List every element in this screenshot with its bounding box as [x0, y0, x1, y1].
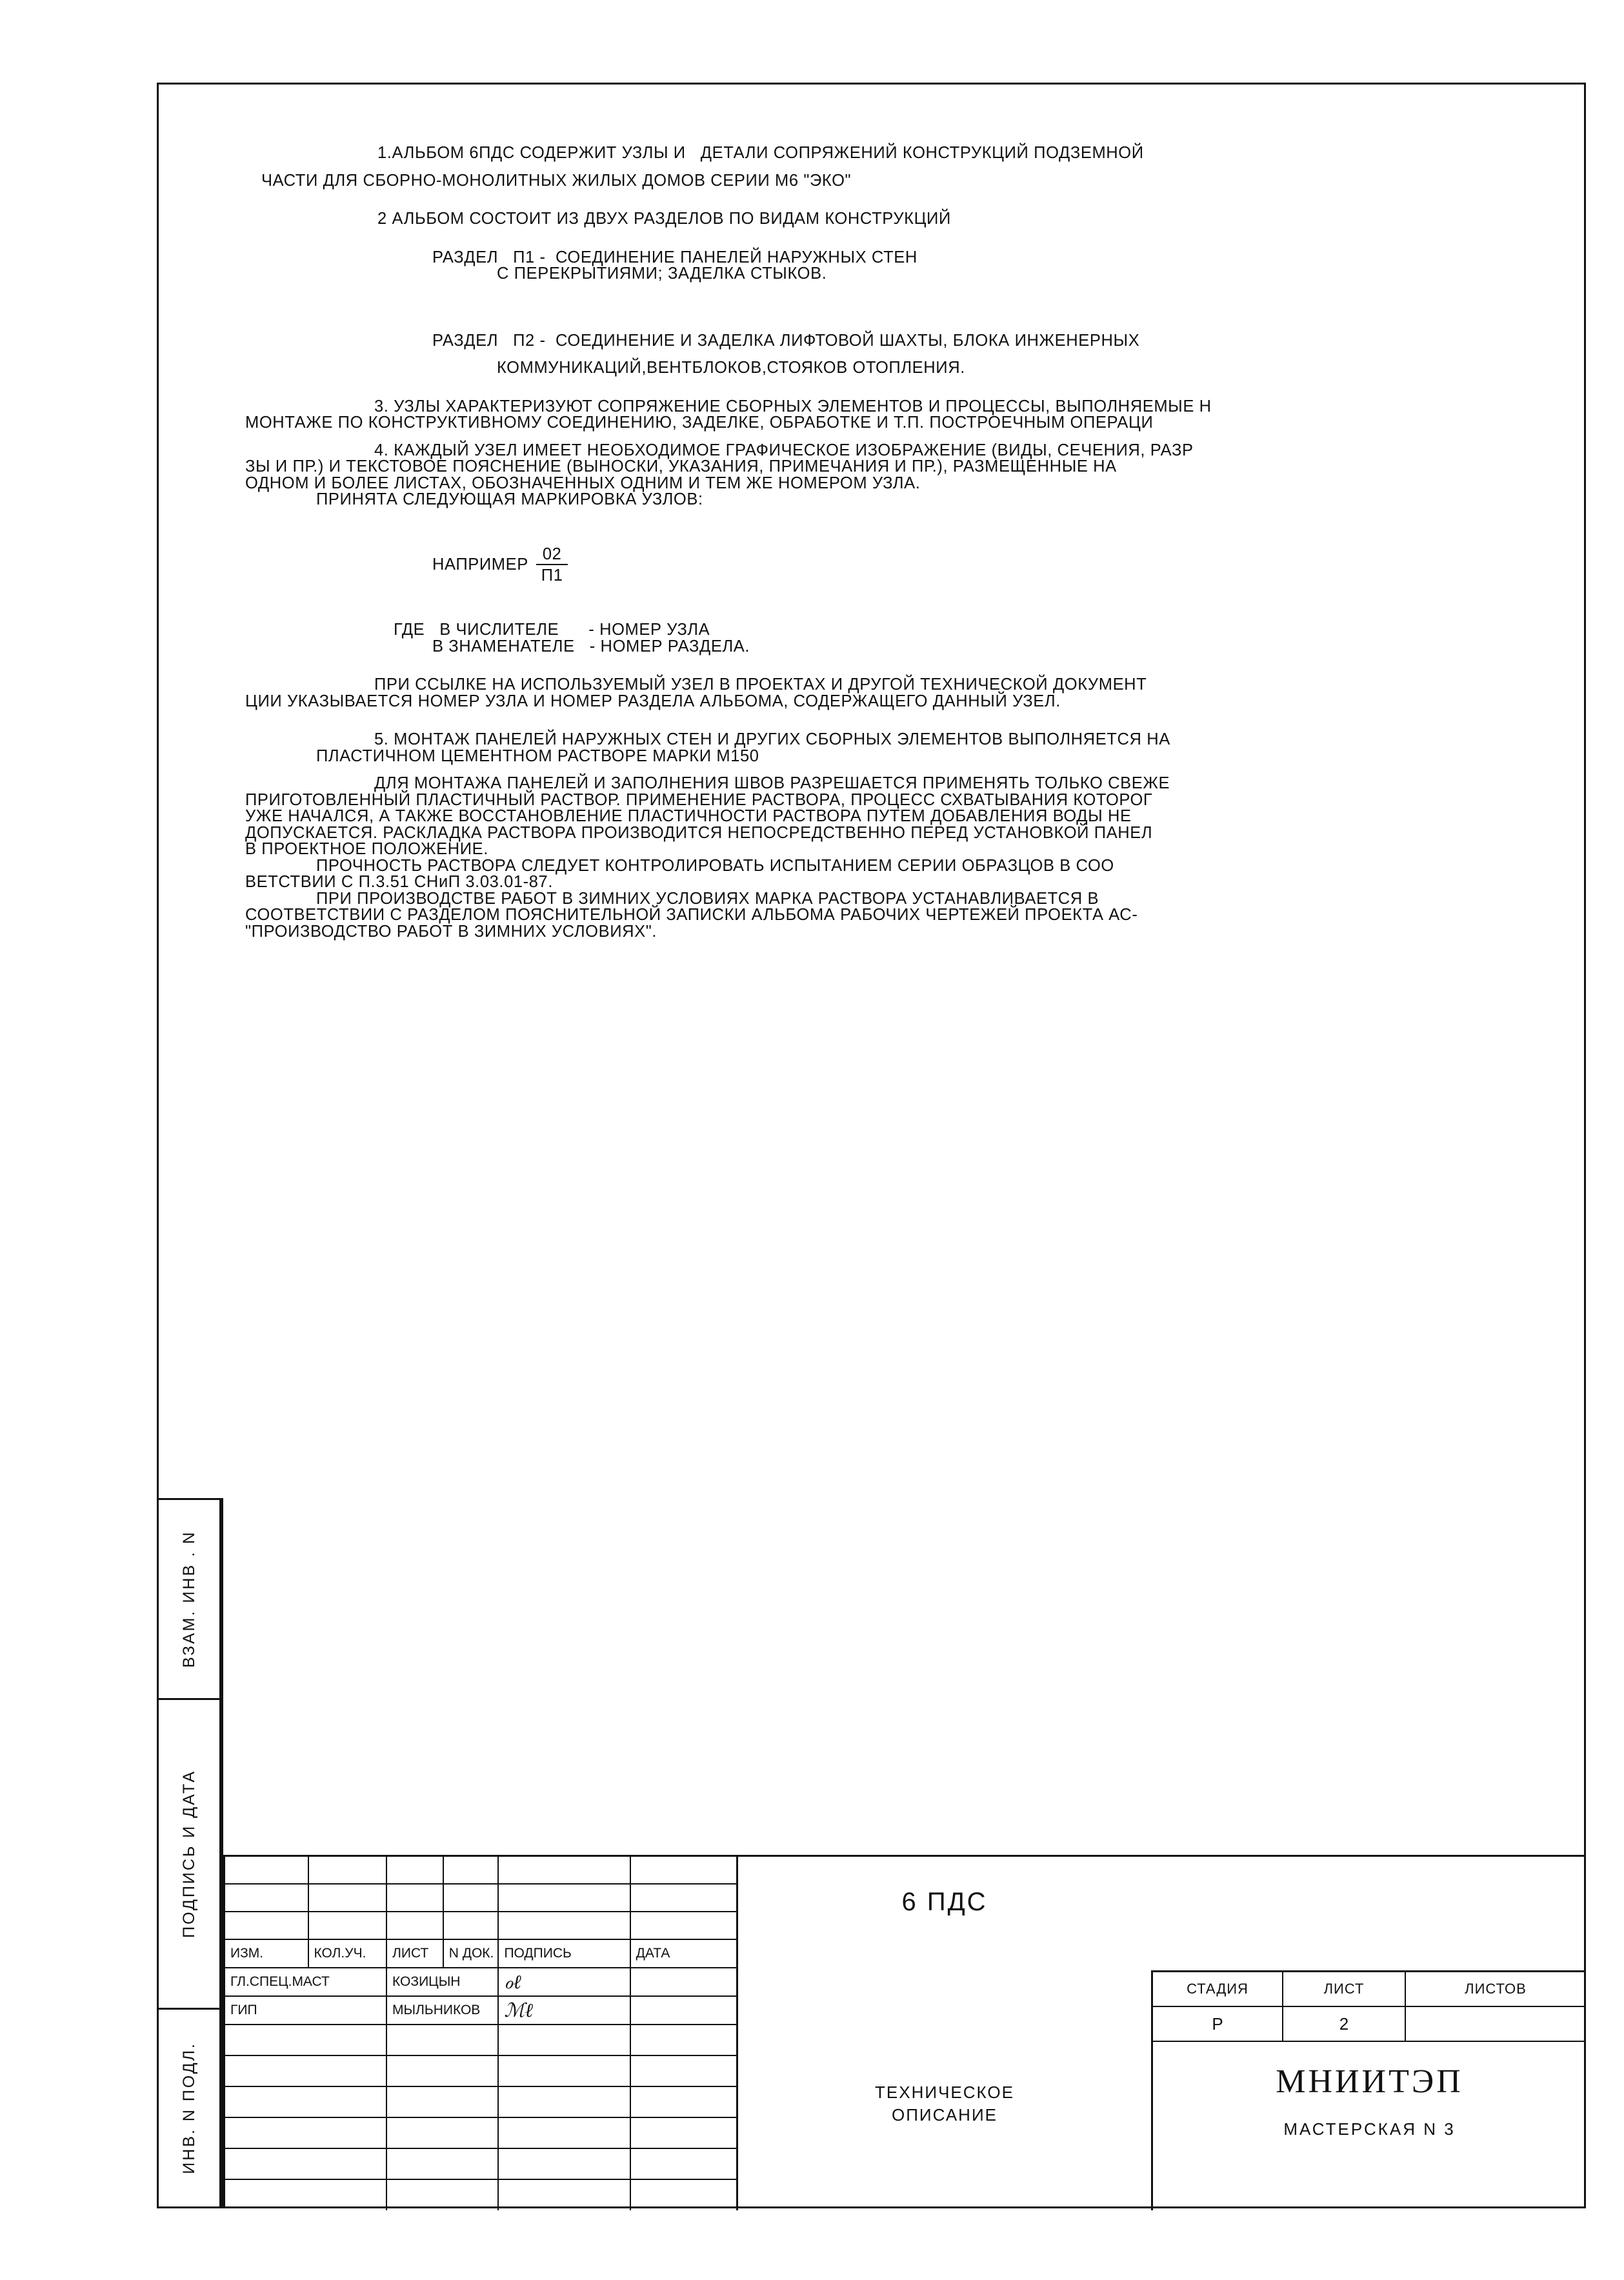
marking-example	[245, 546, 1555, 585]
header-data	[631, 1940, 736, 1967]
left-margin-stamp	[157, 1498, 221, 2208]
text-line-24: В ПРОЕКТНОЕ ПОЛОЖЕНИЕ.	[245, 840, 488, 859]
cell-date	[631, 2118, 736, 2148]
header-list: ЛИСТ	[1283, 1972, 1406, 2006]
value-list: 2	[1283, 2007, 1406, 2041]
text-line-26: ВЕТСТВИИ С П.3.51 СНиП 3.03.01-87.	[245, 873, 554, 892]
text-line-1: 1.АЛЬБОМ 6ПДС СОДЕРЖИТ УЗЛЫ И ДЕТАЛИ СОПРЯЖЕНИЙ КОНСТРУКЦИЙ ПОДЗЕМНОЙ	[377, 144, 1144, 162]
text-line-22: УЖЕ НАЧАЛСЯ, А ТАКЖЕ ВОССТАНОВЛЕНИЕ ПЛАСТИЧНОСТИ РАСТВОРА ПУТЕМ ДОБАВЛЕНИЯ ВОДЫ НЕ	[245, 807, 1132, 826]
cell-signature	[499, 2056, 630, 2086]
fraction-denominator: П1	[541, 566, 563, 585]
marking-example-fraction	[536, 546, 568, 585]
table-row	[225, 1857, 736, 1885]
status-header-row	[1153, 1972, 1586, 2007]
header-data-text: ДАТА	[636, 1946, 670, 1961]
cell-role	[225, 2149, 387, 2179]
header-list: ЛИСТ	[387, 1940, 444, 1967]
cell-role	[225, 2025, 387, 2055]
cell-list	[387, 1912, 444, 1939]
value-stadiya: Р	[1153, 2007, 1283, 2041]
left-margin-cell-vzam	[159, 1500, 219, 1700]
cell-signature	[499, 1968, 630, 1995]
organization-name: МНИИТЭП	[1276, 2063, 1463, 2100]
technical-description-text	[245, 145, 1555, 940]
text-line-19: ПЛАСТИЧНОМ ЦЕМЕНТНОМ РАСТВОРЕ МАРКИ М150	[316, 746, 759, 765]
cell-name	[387, 2087, 499, 2117]
signature-mark: ℴℓ	[504, 1971, 521, 1993]
value-listov	[1406, 2007, 1585, 2041]
cell-podpis	[499, 1912, 630, 1939]
left-margin-label-vzam: ВЗАМ. ИНВ . N	[179, 1530, 198, 1668]
text-line-7: КОММУНИКАЦИЙ,ВЕНТБЛОКОВ,СТОЯКОВ ОТОПЛЕНИЯ.	[497, 359, 965, 377]
cell-role	[225, 2180, 387, 2210]
cell-role: ГИП	[225, 1997, 387, 2024]
cell-izm	[225, 1885, 309, 1911]
table-row	[225, 1885, 736, 1912]
cell-signature	[499, 2025, 630, 2055]
signature-mark: ℳℓ	[504, 1999, 533, 2021]
cell-date	[631, 1968, 736, 1995]
text-line-5: С ПЕРЕКРЫТИЯМИ; ЗАДЕЛКА СТЫКОВ.	[497, 265, 827, 283]
text-line-14: ГДЕ В ЧИСЛИТЕЛЕ - НОМЕР УЗЛА	[394, 621, 710, 639]
cell-role	[225, 2056, 387, 2086]
cell-podpis	[499, 1885, 630, 1911]
text-line-28: СООТВЕТСТВИИ С РАЗДЕЛОМ ПОЯСНИТЕЛЬНОЙ ЗАПИСКИ АЛЬБОМА РАБОЧИХ ЧЕРТЕЖЕЙ ПРОЕКТА АС-	[245, 906, 1138, 925]
cell-koluch	[309, 1885, 388, 1911]
title-center-block	[738, 1857, 1151, 2210]
cell-date	[631, 2056, 736, 2086]
cell-date	[631, 2025, 736, 2055]
cell-data	[631, 1885, 736, 1911]
cell-signature	[499, 2118, 630, 2148]
cell-name	[387, 2180, 499, 2210]
text-line-6: РАЗДЕЛ П2 - СОЕДИНЕНИЕ И ЗАДЕЛКА ЛИФТОВОЙ ШАХТЫ, БЛОКА ИНЖЕНЕРНЫХ	[432, 331, 1140, 350]
cell-ndok	[444, 1912, 499, 1939]
table-row	[225, 2056, 736, 2087]
cell-name	[387, 2025, 499, 2055]
cell-signature	[499, 2180, 630, 2210]
cell-izm	[225, 1912, 309, 1939]
cell-name: КОЗИЦЫН	[387, 1968, 499, 1995]
table-row	[225, 2025, 736, 2056]
cell-podpis	[499, 1857, 630, 1883]
cell-data	[631, 1912, 736, 1939]
text-line-4: РАЗДЕЛ П1 - СОЕДИНЕНИЕ ПАНЕЛЕЙ НАРУЖНЫХ СТЕН	[432, 248, 917, 266]
cell-date	[631, 1997, 736, 2024]
title-block	[223, 1855, 1586, 2208]
text-line-20: ДЛЯ МОНТАЖА ПАНЕЛЕЙ И ЗАПОЛНЕНИЯ ШВОВ РАЗРЕШАЕТСЯ ПРИМЕНЯТЬ ТОЛЬКО СВЕЖЕ	[374, 774, 1170, 793]
cell-role: ГЛ.СПЕЦ.МАСТ	[225, 1968, 387, 1995]
cell-name	[387, 2056, 499, 2086]
table-row	[225, 1912, 736, 1940]
title-right-block	[1151, 1970, 1586, 2210]
cell-date	[631, 2087, 736, 2117]
document-title-line1: ТЕХНИЧЕСКОЕ	[875, 2083, 1014, 2102]
revision-table-header	[225, 1940, 736, 1968]
text-line-3: 2 АЛЬБОМ СОСТОИТ ИЗ ДВУХ РАЗДЕЛОВ ПО ВИДАМ КОНСТРУКЦИЙ	[377, 210, 951, 228]
text-line-8: 3. УЗЛЫ ХАРАКТЕРИЗУЮТ СОПРЯЖЕНИЕ СБОРНЫХ ЭЛЕМЕНТОВ И ПРОЦЕССЫ, ВЫПОЛНЯЕМЫЕ Н	[374, 397, 1212, 415]
cell-list	[387, 1885, 444, 1911]
header-ndok: N ДОК.	[444, 1940, 499, 1967]
album-code: 6 ПДС	[901, 1888, 988, 1916]
text-line-13: ПРИНЯТА СЛЕДУЮЩАЯ МАРКИРОВКА УЗЛОВ:	[316, 490, 703, 508]
left-margin-label-podpis: ПОДПИСЬ И ДАТА	[179, 1770, 198, 1938]
cell-list	[387, 1857, 444, 1883]
cell-signature	[499, 2149, 630, 2179]
left-margin-cell-podpis	[159, 1700, 219, 2010]
document-title-line2: ОПИСАНИЕ	[892, 2105, 997, 2125]
cell-koluch	[309, 1912, 388, 1939]
text-line-18: 5. МОНТАЖ ПАНЕЛЕЙ НАРУЖНЫХ СТЕН И ДРУГИХ СБОРНЫХ ЭЛЕМЕНТОВ ВЫПОЛНЯЕТСЯ НА	[374, 730, 1170, 749]
text-line-16: ПРИ ССЫЛКЕ НА ИСПОЛЬЗУЕМЫЙ УЗЕЛ В ПРОЕКТАХ И ДРУГОЙ ТЕХНИЧЕСКОЙ ДОКУМЕНТ	[374, 675, 1147, 694]
cell-name	[387, 2149, 499, 2179]
cell-data	[631, 1857, 736, 1883]
organization-workshop: МАСТЕРСКАЯ N 3	[1283, 2119, 1456, 2139]
left-margin-cell-inv	[159, 2010, 219, 2206]
left-margin-label-inv: ИНВ. N ПОДЛ.	[179, 2042, 198, 2174]
header-listov: ЛИСТОВ	[1465, 1981, 1527, 1997]
cell-role	[225, 2087, 387, 2117]
fraction-numerator: 02	[536, 546, 568, 566]
text-line-23: ДОПУСКАЕТСЯ. РАСКЛАДКА РАСТВОРА ПРОИЗВОДИТСЯ НЕПОСРЕДСТВЕННО ПЕРЕД УСТАНОВКОЙ ПАНЕЛ	[245, 823, 1153, 842]
document-title	[738, 2081, 1151, 2126]
cell-signature	[499, 1997, 630, 2024]
table-row	[225, 1968, 736, 1997]
revision-table	[225, 1857, 738, 2210]
table-row	[225, 2180, 736, 2210]
cell-date	[631, 2149, 736, 2179]
table-row	[225, 2087, 736, 2118]
header-izm: ИЗМ.	[225, 1940, 309, 1967]
marking-example-label: НАПРИМЕР	[432, 555, 528, 574]
cell-izm	[225, 1857, 309, 1883]
text-line-11: ЗЫ И ПР.) И ТЕКСТОВОЕ ПОЯСНЕНИЕ (ВЫНОСКИ, УКАЗАНИЯ, ПРИМЕЧАНИЯ И ПР.), РАЗМЕЩЕННЫЕ НА	[245, 457, 1117, 475]
cell-ndok	[444, 1857, 499, 1883]
text-line-12: ОДНОМ И БОЛЕЕ ЛИСТАХ, ОБОЗНАЧЕННЫХ ОДНИМ И ТЕМ ЖЕ НОМЕРОМ УЗЛА.	[245, 474, 921, 492]
header-podpis: ПОДПИСЬ	[499, 1940, 630, 1967]
header-stadiya: СТАДИЯ	[1153, 1972, 1283, 2006]
text-line-17: ЦИИ УКАЗЫВАЕТСЯ НОМЕР УЗЛА И НОМЕР РАЗДЕЛА АЛЬБОМА, СОДЕРЖАЩЕГО ДАННЫЙ УЗЕЛ.	[245, 692, 1061, 710]
cell-signature	[499, 2087, 630, 2117]
text-line-29: "ПРОИЗВОДСТВО РАБОТ В ЗИМНИХ УСЛОВИЯХ".	[245, 922, 657, 941]
cell-date	[631, 2180, 736, 2210]
cell-koluch	[309, 1857, 388, 1883]
text-line-10: 4. КАЖДЫЙ УЗЕЛ ИМЕЕТ НЕОБХОДИМОЕ ГРАФИЧЕСКОЕ ИЗОБРАЖЕНИЕ (ВИДЫ, СЕЧЕНИЯ, РАЗР	[374, 441, 1194, 459]
cell-name: МЫЛЬНИКОВ	[387, 1997, 499, 2024]
text-line-25: ПРОЧНОСТЬ РАСТВОРА СЛЕДУЕТ КОНТРОЛИРОВАТЬ ИСПЫТАНИЕМ СЕРИИ ОБРАЗЦОВ В СОО	[316, 856, 1114, 875]
cell-ndok	[444, 1885, 499, 1911]
header-koluch: КОЛ.УЧ.	[309, 1940, 388, 1967]
text-line-21: ПРИГОТОВЛЕННЫЙ ПЛАСТИЧНЫЙ РАСТВОР. ПРИМЕНЕНИЕ РАСТВОРА, ПРОЦЕСС СХВАТЫВАНИЯ КОТОРОГ	[245, 790, 1153, 809]
text-line-9: МОНТАЖЕ ПО КОНСТРУКТИВНОМУ СОЕДИНЕНИЮ, ЗАДЕЛКЕ, ОБРАБОТКЕ И Т.П. ПОСТРОЕЧНЫМ ОПЕРАЦИ	[245, 414, 1154, 432]
text-line-2: ЧАСТИ ДЛЯ СБОРНО-МОНОЛИТНЫХ ЖИЛЫХ ДОМОВ СЕРИИ М6 "ЭКО"	[261, 171, 852, 190]
table-row	[225, 2149, 736, 2180]
table-row	[225, 1997, 736, 2025]
sheet-frame-left-edge	[157, 83, 159, 1499]
status-value-row	[1153, 2007, 1586, 2042]
text-line-27: ПРИ ПРОИЗВОДСТВЕ РАБОТ В ЗИМНИХ УСЛОВИЯХ МАРКА РАСТВОРА УСТАНАВЛИВАЕТСЯ В	[316, 889, 1099, 908]
cell-name	[387, 2118, 499, 2148]
text-line-15: В ЗНАМЕНАТЕЛЕ - НОМЕР РАЗДЕЛА.	[432, 637, 750, 655]
table-row	[225, 2118, 736, 2149]
cell-role	[225, 2118, 387, 2148]
